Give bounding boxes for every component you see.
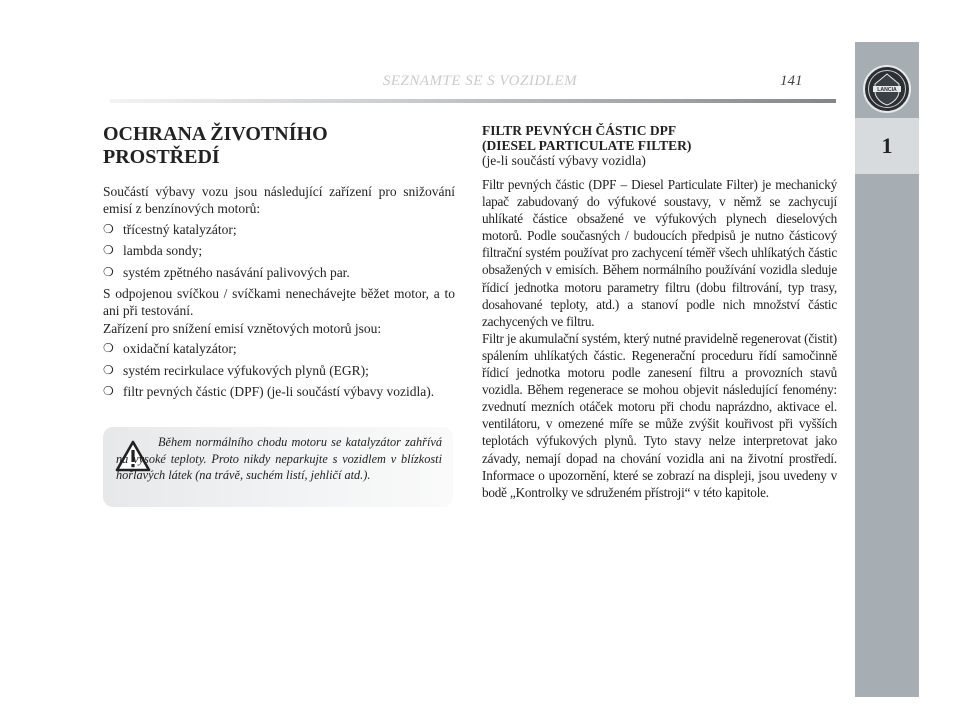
- warning-box: [103, 427, 453, 507]
- list-item: ❍ oxidační katalyzátor;: [103, 341, 237, 357]
- list-item: ❍ lambda sondy;: [103, 243, 203, 259]
- dpf-heading-line1: FILTR PEVNÝCH ČÁSTIC DPF: [482, 123, 677, 138]
- dpf-subheading: (je-li součástí výbavy vozidla): [482, 153, 646, 168]
- petrol-emission-list: [103, 221, 455, 281]
- dpf-heading: [482, 123, 837, 153]
- right-column: [482, 123, 837, 501]
- lancia-logo-icon: [862, 64, 912, 114]
- list-item: ❍ filtr pevných částic (DPF) (je-li součástí výbavy vozidla).: [103, 384, 435, 400]
- list-item: ❍ systém zpětného nasávání palivových par.: [103, 264, 350, 280]
- section-heading-line1: OCHRANA ŽIVOTNÍHO: [103, 123, 328, 145]
- spark-plug-paragraph: S odpojenou svíčkou / svíčkami nenechávejte běžet motor, a to ani při testování.: [103, 286, 455, 319]
- dpf-body: [482, 176, 837, 501]
- warning-text: Během normálního chodu motoru se katalyzátor zahřívá na vysoké teploty. Proto nikdy neparkujte s vozidlem v blízkosti hořlavých látek (na trávě, suchém listí, jehličí atd.).: [116, 435, 442, 482]
- logo-text: LANCIA: [877, 87, 897, 93]
- chapter-tab[interactable]: 1: [855, 118, 919, 174]
- page-number: 141: [780, 73, 803, 89]
- diesel-intro-paragraph: Zařízení pro snížení emisí vznětových motorů jsou:: [103, 320, 382, 336]
- bullet-icon: ❍: [103, 221, 114, 236]
- section-heading: [103, 123, 455, 169]
- bullet-icon: ❍: [103, 243, 114, 258]
- bullet-icon: ❍: [103, 341, 114, 356]
- section-heading-line2: PROSTŘEDÍ: [103, 146, 220, 168]
- running-header-title: SEZNAMTE SE S VOZIDLEM: [382, 73, 578, 89]
- bullet-icon: ❍: [103, 362, 114, 377]
- dpf-paragraph-1: Filtr pevných částic (DPF – Diesel Particulate Filter) je mechanický lapač zabudovaný do výfukové soustavy, v němž se zachycují uhlíkaté částice obsažené ve výfukových plynech dieselových motorů. Podle současných / budoucích předpisů je nutno částicový filtrační systém používat pro zachycení téměř všech uhlíkatých částic obsažených v emisích. Během normálního používání vozidla sleduje řídicí jednotka motoru parametry filtru (dobu filtrování, typ trasy, dosahované teploty, atd.) a stanoví podle nich množství částic zachycených ve filtru.: [482, 177, 837, 329]
- header-rule: [110, 99, 836, 103]
- left-column: [103, 123, 455, 404]
- dpf-heading-line2: (DIESEL PARTICULATE FILTER): [482, 138, 692, 153]
- list-item: ❍ systém recirkulace výfukových plynů (EGR);: [103, 362, 369, 378]
- list-item: ❍ třícestný katalyzátor;: [103, 221, 237, 237]
- dpf-paragraph-2: Filtr je akumulační systém, který nutné pravidelně regenerovat (čistit) spálením uhlíkatých částic. Regenerační proceduru řídí samočinně řídicí jednotka motoru podle zanesení filtru a provozních stavů vozidla. Během regenerace se mohou objevit následující fenomény: zvednutí mezních otáček motoru při chodu naprázdno, aktivace el. ventilátoru, v omezené míře se může zvýšit kouřivost při vyšších teplotách výfukových plynů. Tyto stavy nelze interpretovat jako závady, nemají dopad na chování vozidla ani na životní prostředí. Informace o upozornění, které se zobrazí na displeji, jsou uvedeny v bodě „Kontrolky ve sdruženém přístroji“ v této kapitole.: [482, 330, 837, 500]
- diesel-emission-list: [103, 340, 455, 400]
- bullet-icon: ❍: [103, 384, 114, 399]
- bullet-icon: ❍: [103, 264, 114, 279]
- intro-paragraph: Součástí výbavy vozu jsou následující zařízení pro snižování emisí z benzínových motorů:: [103, 184, 455, 217]
